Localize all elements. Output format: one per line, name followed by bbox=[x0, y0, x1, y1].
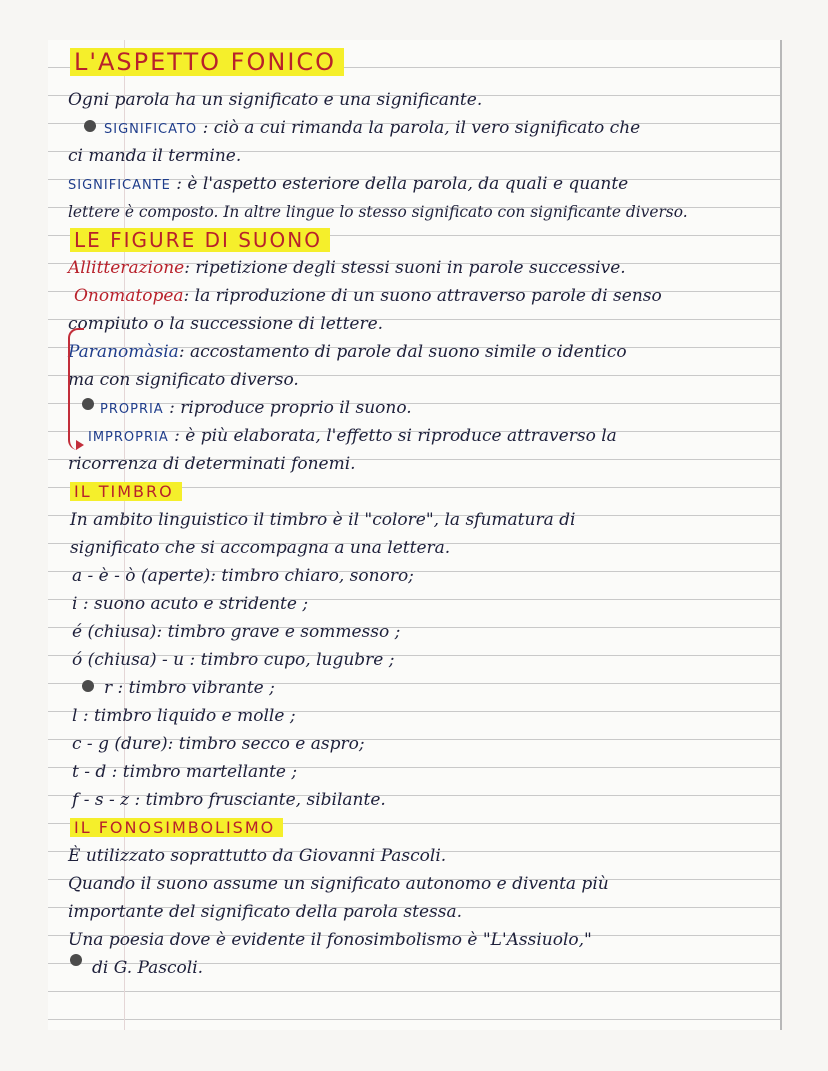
timbro-intro-cont: significato che si accompagna a una lettera. bbox=[70, 538, 451, 558]
heading-aspetto-fonico bbox=[70, 48, 344, 76]
fonosimbolismo-line: Una poesia dove è evidente il fonosimbolismo è "L'Assiuolo," bbox=[68, 930, 592, 950]
binder-hole-icon bbox=[82, 398, 94, 410]
fonosimbolismo-line: importante del significato della parola stessa. bbox=[68, 902, 463, 922]
timbro-item: é (chiusa): timbro grave e sommesso ; bbox=[72, 622, 401, 642]
fonosimbolismo-line: È utilizzato soprattutto da Giovanni Pascoli. bbox=[68, 846, 447, 866]
paranomasia-def: : accostamento di parole dal suono simile o identico bbox=[178, 342, 627, 362]
onomatopea-def: : la riproduzione di un suono attraverso parole di senso bbox=[183, 286, 662, 306]
timbro-item: l : timbro liquido e molle ; bbox=[72, 706, 296, 726]
timbro-item: r : timbro vibrante ; bbox=[104, 678, 275, 698]
timbro-item: f - s - z : timbro frusciante, sibilante. bbox=[72, 790, 386, 810]
onomatopea-def-cont: compiuto o la successione di lettere. bbox=[68, 314, 384, 334]
propria-line bbox=[100, 394, 412, 422]
timbro-intro: In ambito linguistico il timbro è il "colore", la sfumatura di bbox=[70, 510, 576, 530]
significato-term: SIGNIFICATO bbox=[104, 122, 198, 137]
timbro-item: i : suono acuto e stridente ; bbox=[72, 594, 309, 614]
timbro-item: ó (chiusa) - u : timbro cupo, lugubre ; bbox=[72, 650, 395, 670]
propria-def: : riproduce proprio il suono. bbox=[169, 398, 412, 418]
onomatopea-term: Onomatopea bbox=[74, 286, 184, 306]
significante-line bbox=[68, 170, 628, 198]
notebook-page bbox=[48, 40, 782, 1030]
fonico-intro: Ogni parola ha un significato e una significante. bbox=[68, 90, 483, 110]
propria-term: PROPRIA bbox=[100, 402, 164, 417]
paranomasia-term: Paranomàsia bbox=[68, 342, 179, 362]
fonosimbolismo-line: Quando il suono assume un significato autonomo e diventa più bbox=[68, 874, 609, 894]
impropria-line bbox=[88, 422, 617, 450]
significato-def: : ciò a cui rimanda la parola, il vero significato che bbox=[202, 118, 641, 138]
significante-def: : è l'aspetto esteriore della parola, da quali e quante bbox=[176, 174, 629, 194]
binder-hole-icon bbox=[82, 680, 94, 692]
significante-def-cont: lettere è composto. In altre lingue lo stesso significato con significante diverso. bbox=[68, 203, 688, 221]
paranomasia-line bbox=[68, 338, 627, 366]
timbro-item: t - d : timbro martellante ; bbox=[72, 762, 298, 782]
heading-text: L'ASPETTO FONICO bbox=[70, 48, 344, 76]
heading-text: IL FONOSIMBOLISMO bbox=[70, 818, 283, 837]
arrow-head-icon bbox=[76, 440, 84, 450]
heading-text: IL TIMBRO bbox=[70, 482, 182, 501]
paranomasia-def-cont: ma con significato diverso. bbox=[68, 370, 299, 390]
allitterazione-line bbox=[68, 254, 626, 282]
impropria-def-cont: ricorrenza di determinati fonemi. bbox=[68, 454, 356, 474]
fonosimbolismo-line: di G. Pascoli. bbox=[92, 958, 204, 978]
heading-timbro bbox=[70, 478, 182, 506]
allitterazione-term: Allitterazione bbox=[68, 258, 185, 278]
binder-hole-icon bbox=[70, 954, 82, 966]
impropria-def: : è più elaborata, l'effetto si riproduce attraverso la bbox=[174, 426, 617, 446]
heading-fonosimbolismo bbox=[70, 814, 283, 842]
heading-text: LE FIGURE DI SUONO bbox=[70, 228, 330, 252]
timbro-item: c - g (dure): timbro secco e aspro; bbox=[72, 734, 365, 754]
significato-def-cont: ci manda il termine. bbox=[68, 146, 242, 166]
timbro-item: a - è - ò (aperte): timbro chiaro, sonoro; bbox=[72, 566, 414, 586]
bracket-arrow-decoration bbox=[68, 328, 84, 450]
binder-hole-icon bbox=[84, 120, 96, 132]
allitterazione-def: : ripetizione degli stessi suoni in parole successive. bbox=[184, 258, 626, 278]
significato-line bbox=[104, 114, 640, 142]
onomatopea-line bbox=[74, 282, 662, 310]
heading-figure-di-suono bbox=[70, 226, 330, 254]
significante-term: SIGNIFICANTE bbox=[68, 178, 171, 193]
impropria-term: IMPROPRIA bbox=[88, 430, 169, 445]
